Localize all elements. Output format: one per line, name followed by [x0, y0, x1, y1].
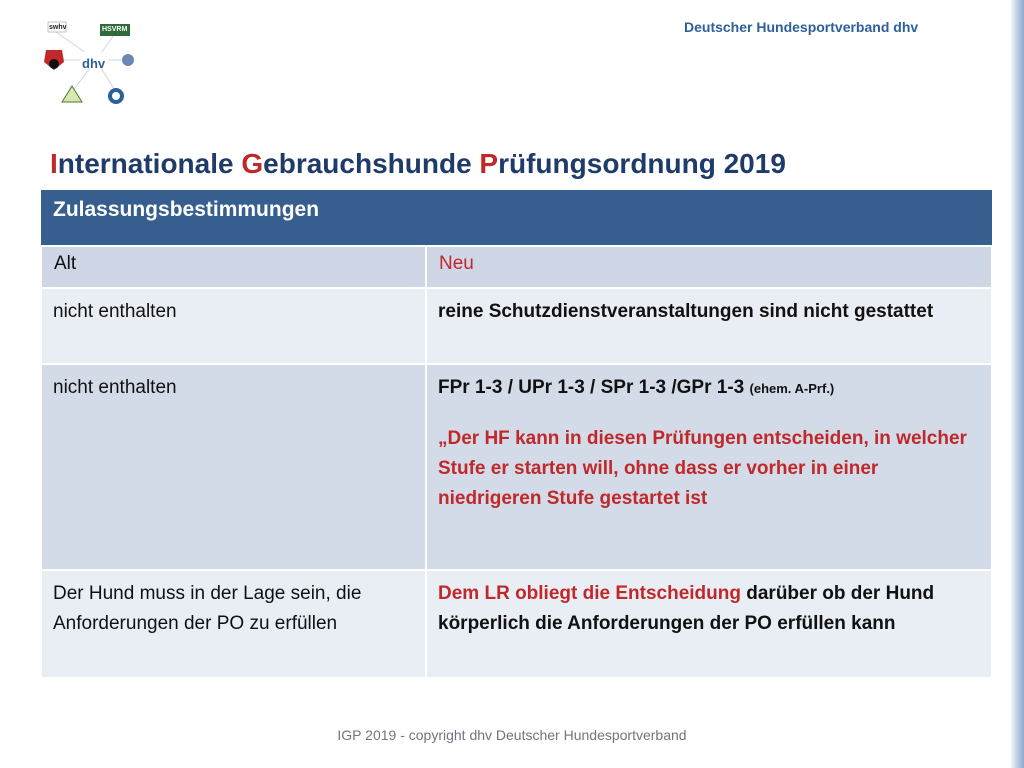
column-header-alt: Alt: [41, 246, 426, 288]
dhv-logo: dhv: [82, 56, 106, 71]
row-2-neu-quote: „Der HF kann in diesen Prüfungen entscheiden, in welcher Stufe er starten will, ohne dass er vorher in einer niedrigeren Stufe gestartet ist: [438, 428, 967, 509]
table-row: [41, 364, 992, 570]
row-3-neu-rest: darüber ob der Hund körperlich die Anforderungen der PO erfüllen kann: [438, 583, 935, 634]
table-heading-row: [41, 190, 992, 246]
column-header-neu: Neu: [426, 246, 992, 288]
row-1-neu: reine Schutzdienstveranstaltungen sind nicht gestattet: [426, 288, 992, 364]
title-part-3: rüfungsordnung 2019: [498, 148, 786, 179]
footer-copyright: IGP 2019 - copyright dhv Deutscher Hundesportverband: [337, 727, 687, 743]
row-2-neu-exam-note: (ehem. A-Prf.): [749, 381, 835, 396]
title-initial-i: I: [50, 148, 58, 179]
table-row: [41, 288, 992, 364]
hsvrm-logo: HSVRM: [102, 26, 128, 33]
row-3-neu: [426, 570, 992, 678]
right-edge-gradient: [1010, 0, 1024, 768]
row-2-neu: [426, 364, 992, 570]
row-3-neu-red: Dem LR obliegt die Entscheidung: [438, 583, 741, 604]
page-title: [50, 148, 786, 180]
row-2-alt: nicht enthalten: [41, 364, 426, 570]
row-3-alt: Der Hund muss in der Lage sein, die Anforderungen der PO zu erfüllen: [41, 570, 426, 678]
row-2-neu-exam-list: FPr 1-3 / UPr 1-3 / SPr 1-3 /GPr 1-3: [438, 377, 750, 398]
title-part-2: ebrauchshunde: [263, 148, 480, 179]
organization-name: Deutscher Hundesportverband dhv: [684, 19, 919, 35]
title-part-1: nternationale: [57, 148, 242, 179]
comparison-table: [40, 190, 993, 679]
swhv-logo: swhv: [49, 24, 67, 31]
row-2-spacer: [438, 404, 981, 424]
row-1-alt: nicht enthalten: [41, 288, 426, 364]
table-heading: Zulassungsbestimmungen: [41, 190, 992, 246]
title-initial-p: P: [479, 148, 499, 179]
column-header-row: [41, 246, 992, 288]
row-2-neu-exams: [438, 373, 981, 404]
member-logos: [36, 20, 146, 112]
table-row: [41, 570, 992, 678]
title-initial-g: G: [241, 148, 264, 179]
